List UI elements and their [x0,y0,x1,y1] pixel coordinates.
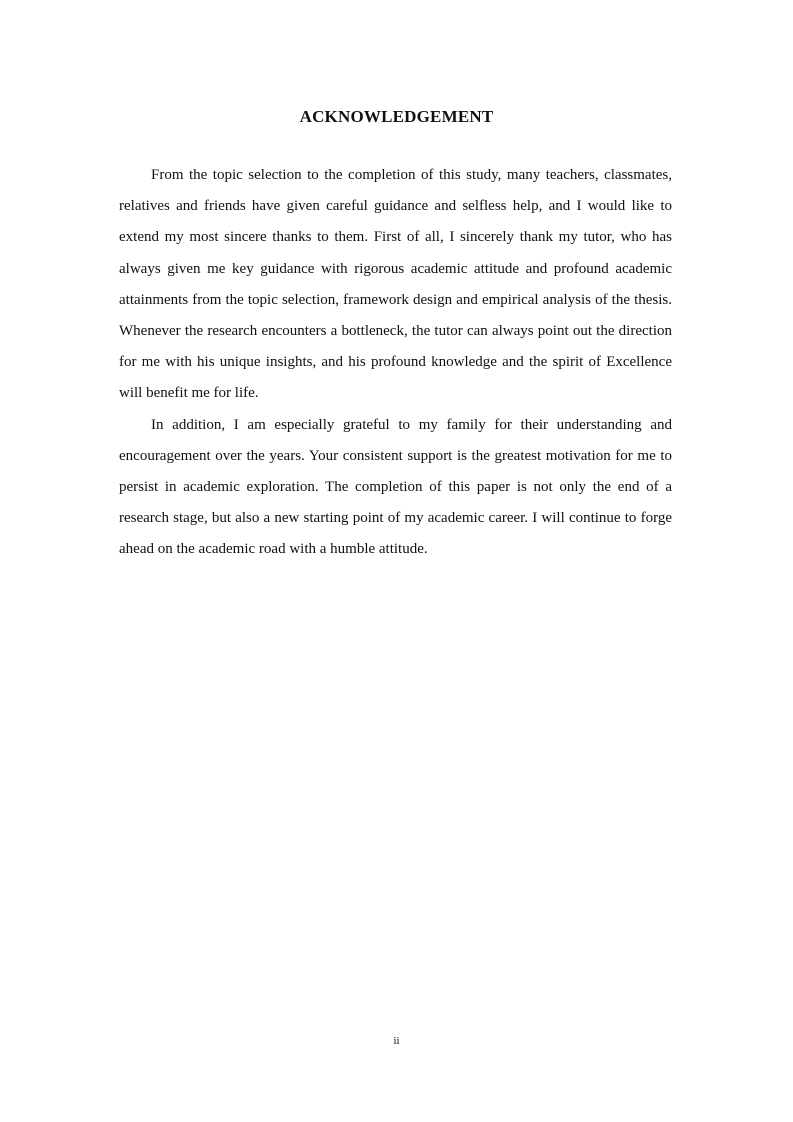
acknowledgement-body [119,160,672,566]
paragraph: In addition, I am especially grateful to my family for their understanding and encouragement over the years. Your consistent support is the greatest motivation for me to persist in academic exploration. The completion of this paper is not only the end of a research stage, but also a new starting point of my academic career. I will continue to forge ahead on the academic road with a humble attitude. [119,416,672,558]
page-number: ii [393,1035,400,1047]
paragraph: From the topic selection to the completion of this study, many teachers, classmates, relatives and friends have given careful guidance and selfless help, and I would like to extend my most sincere thanks to them. First of all, I sincerely thank my tutor, who has always given me key guidance with rigorous academic attitude and profound academic attainments from the topic selection, framework design and empirical analysis of the thesis. Whenever the research encounters a bottleneck, the tutor can always point out the direction for me with his unique insights, and his profound knowledge and the spirit of Excellence will benefit me for life. [119,167,672,402]
page-title: ACKNOWLEDGEMENT [299,107,494,126]
